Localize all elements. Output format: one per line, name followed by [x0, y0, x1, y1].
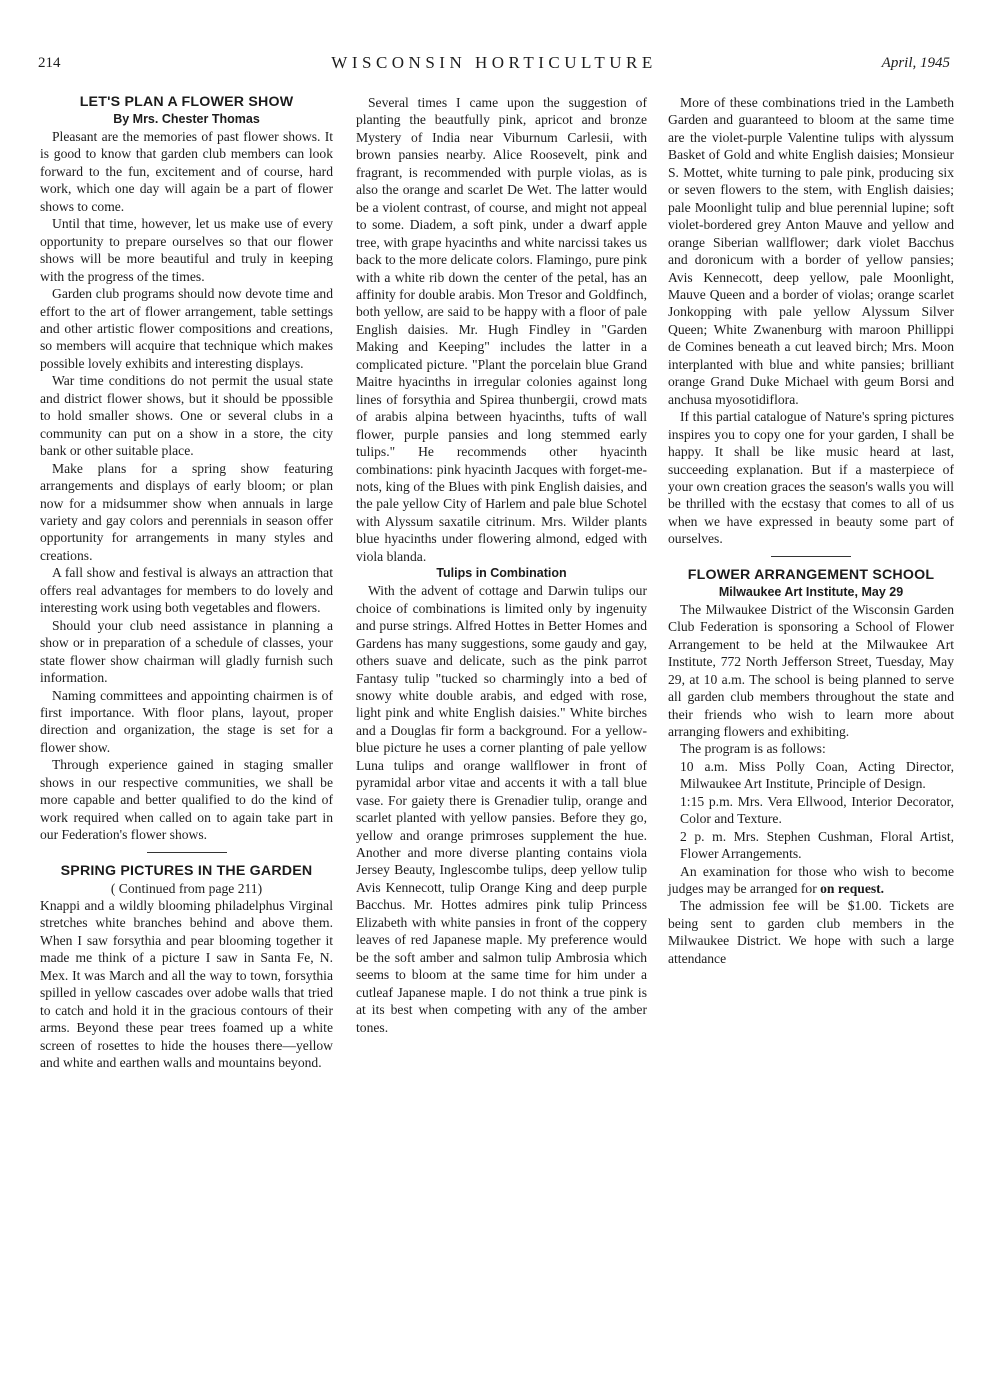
paragraph: If this partial catalogue of Nature's spring pictures inspires you to copy one for your garden, I shall be happy. It shall be like music heard at last, succeeding explanation. But if a masterpiece of your own creation graces the season's walls you will be thrilled with the ecstasy that comes to all of us when we have expressed in beauty some part of ourselves. [668, 409, 954, 547]
exam-text: An examination for those who wish to become judges may be arranged for [668, 863, 954, 897]
paragraph: Knappi and a wildly blooming philadelphus Virginal stretches white branches behind and above them. When I saw forsythia and pear blooming together it made me think of a picture I saw in Santa Fe, N. Mex. It was March and all the way to town, forsythia spilled in yellow cascades over adobe walls that tried to catch and hold it in the gracious contours of their arms. Beyond these pear trees foamed up a white screen of rosettes to hide the houses there—yellow and white and earthen walls and mountains beyond. [40, 898, 333, 1071]
paragraph: A fall show and festival is always an attraction that offers real advantages for members to do lovely and interesting work using both vegetables and flowers. [40, 565, 333, 616]
section-subhead: Tulips in Combination [436, 566, 567, 581]
article-title: FLOWER ARRANGEMENT SCHOOL [687, 566, 935, 583]
paragraph: With the advent of cottage and Darwin tulips our choice of combinations is limited only by ingenuity and purse strings. Alfred Hottes in Better Homes and Gardens has many suggestions, some gaudy and gay, others suave and delicate, such as the pink parrot Fantasy tulip "tucked so charmingly into a bed of snowy white double arabis, and edged with rose, light pink and white English daisies." White birches and a Douglas fir form a background. For a yellow-blue picture he uses a corner planting of pale yellow Luna tulips and orange wallflower in front of pyramidal arbor vitae and accents it with a tall blue vase. For gaiety there is Grenadier tulip, orange and scarlet planted with yellow pansies. Before they go, yellow and orange primroses supplement the hue. Another and more diverse planting contains viola Jersey Beauty, Inglescombe tulips, deep yellow tulip Avis Kennecott, tulip Orange King and deep purple Bacchus. Mr. Hottes admires pink tulip Princess Elizabeth with white pansies in front of the coppery leaves of red Japanese maple. My preference would be the soft amber and salmon tulip Ambrosia which seems to bloom at the same time for him under a cutleaf Japanese maple. I do not think a true pink is at its best when competing with any of the amber tones. [356, 583, 647, 1035]
paragraph: Naming committees and appointing chairmen is of first importance. With floor plans, layout, proper direction and organization, the stage is set for a flower show. [40, 687, 333, 755]
continued-note: ( Continued from page 211) [110, 880, 263, 896]
paragraph: Through experience gained in staging smaller shows in our respective communities, we shall be more capable and better qualified to do the kind of work required when called on to again take part in our Federation's flower shows. [40, 757, 333, 843]
program-item: 10 a.m. Miss Polly Coan, Acting Director, Milwaukee Art Institute, Principle of Design. [680, 758, 954, 792]
page-number: 214 [38, 55, 61, 71]
column-1 [40, 94, 333, 1072]
journal-title: WISCONSIN HORTICULTURE [331, 53, 657, 72]
paragraph: Several times I came upon the suggestion of planting the beautfully pink, apricot and bronze Mystery of India near Viburnum Carlesii, with brown pansies nearby. Alice Roosevelt, pink and fragrant, is recommended with purple violas, as is also the orange and scarlet De Wet. The latter would be a violent contrast, of course, and might not appeal to some. Diadem, a soft pink, under a dwarf apple tree, with grape hyacinths and white narcissi takes us back to the more delicate colors. Flamingo, pure pink with a white rib down the center of the petal, has an affinity for double arabis. Mon Tresor and Goldfinch, both yellow, are said to be happy with a floor of pale English daisies. Mr. Hugh Findley in "Garden Making and Keeping" includes the latter in a complicated picture. "Plant the porcelain blue Grand Maitre hyacinths in irregular colonies against long lines of forsythia and Spirea thunbergii, crowd mats of arabis alpina between hyacinths, tufts of wall flower, purple pansies and long stemmed early tulips." He recommends other hyacinth combinations: pink hyacinth Jacques with forget-me-nots, king of the Blues with pink English daisies, and the pale yellow City of Harlem and pale blue Schotel with Alyssum saxatile citrinum. Mrs. Wilder plants blue hyacinths under flowering almond, edged with viola blanda. [356, 95, 647, 564]
paragraph: Pleasant are the memories of past flower shows. It is good to know that garden club members can look forward to the fun, excitement and of course, hard work, which one day will again be a part of flower shows to come. [40, 129, 333, 214]
paragraph: The Milwaukee District of the Wisconsin Garden Club Federation is sponsoring a School of Flower Arrangement to be held at the Milwaukee Art Institute, 772 North Jefferson Street, Tuesday, May 29, at 10 a.m. The school is being planned to serve all garden club members throughout the state and their friends who wish to learn more about arranging flowers and exhibiting. [668, 601, 954, 739]
paragraph: The program is as follows: [680, 741, 826, 757]
program-list [668, 758, 954, 863]
program-item: 1:15 p.m. Mrs. Vera Ellwood, Interior Decorator, Color and Texture. [680, 793, 954, 827]
paragraph [668, 863, 954, 898]
byline: By Mrs. Chester Thomas [113, 112, 260, 126]
column-2 [356, 94, 647, 1036]
issue-date: April, 1945 [881, 55, 950, 71]
paragraph: War time conditions do not permit the usual state and district flower shows, but it should be ppossible to hold smaller shows. One or several clubs in a community can put on a show in a store, the city bank or other suitable place. [40, 373, 333, 459]
article-subhead: Milwaukee Art Institute, May 29 [718, 584, 904, 599]
page-header [38, 55, 950, 79]
paragraph: Make plans for a spring show featuring arrangements and displays of early bloom; or plan now for a midsummer show when annuals in large variety and gay colors and perennials in season offer opportunity for arrangements in many styles and creations. [40, 460, 333, 563]
paragraph: Should your club need assistance in planning a show or in preparation of a schedule of classes, your state flower show chairman will gladly furnish such information. [40, 617, 333, 686]
section-divider [147, 852, 227, 853]
article-title: SPRING PICTURES IN THE GARDEN [60, 862, 313, 879]
paragraph: Garden club programs should now devote time and effort to the art of flower arrangement, table settings and other artistic flower compositions and creations, so members will acquire that technique which makes possible lovely exhibits and interesting displays. [40, 286, 333, 371]
paragraph: Until that time, however, let us make use of every opportunity to prepare ourselves so that our flower shows will be more beautiful and truly in keeping with the progress of the times. [40, 216, 333, 284]
paragraph: More of these combinations tried in the Lambeth Garden and guaranteed to bloom at the same time are the violet-purple Valentine tulips with alyssum Basket of Gold and white English daisies; Monsieur S. Mottet, white turning to pale pink, producing six or seven flowers to the stem, with English daisies; pale Moonlight tulip and blue perennial lupine; soft violet-bordered grey Anton Mauve and yellow and orange Siberian wallflower; dark violet Bacchus and doronicum with a border of yellow pansies; Avis Kennecott, deep yellow, pale Moonlight, Mauve Queen and a border of violas; orange scarlet Jonkopping with pale yellow Alyssum Silver Queen; White Zwanenburg with maroon Phillippi de Comines beneath a cut leaved birch; Mrs. Moon interplanted with blue and white pansies; brilliant orange Grand Duke Michael with geum Borsi and anchusa myosotidiflora. [668, 95, 954, 407]
article-title: LET'S PLAN A FLOWER SHOW [79, 94, 294, 110]
section-divider [771, 556, 851, 557]
paragraph: The admission fee will be $1.00. Tickets are being sent to garden club members in the Milwaukee District. We hope with such a large attendance [668, 898, 954, 966]
exam-emphasis: on request. [820, 881, 885, 897]
column-3 [668, 94, 954, 967]
program-item: 2 p. m. Mrs. Stephen Cushman, Floral Artist, Flower Arrangements. [680, 828, 954, 862]
